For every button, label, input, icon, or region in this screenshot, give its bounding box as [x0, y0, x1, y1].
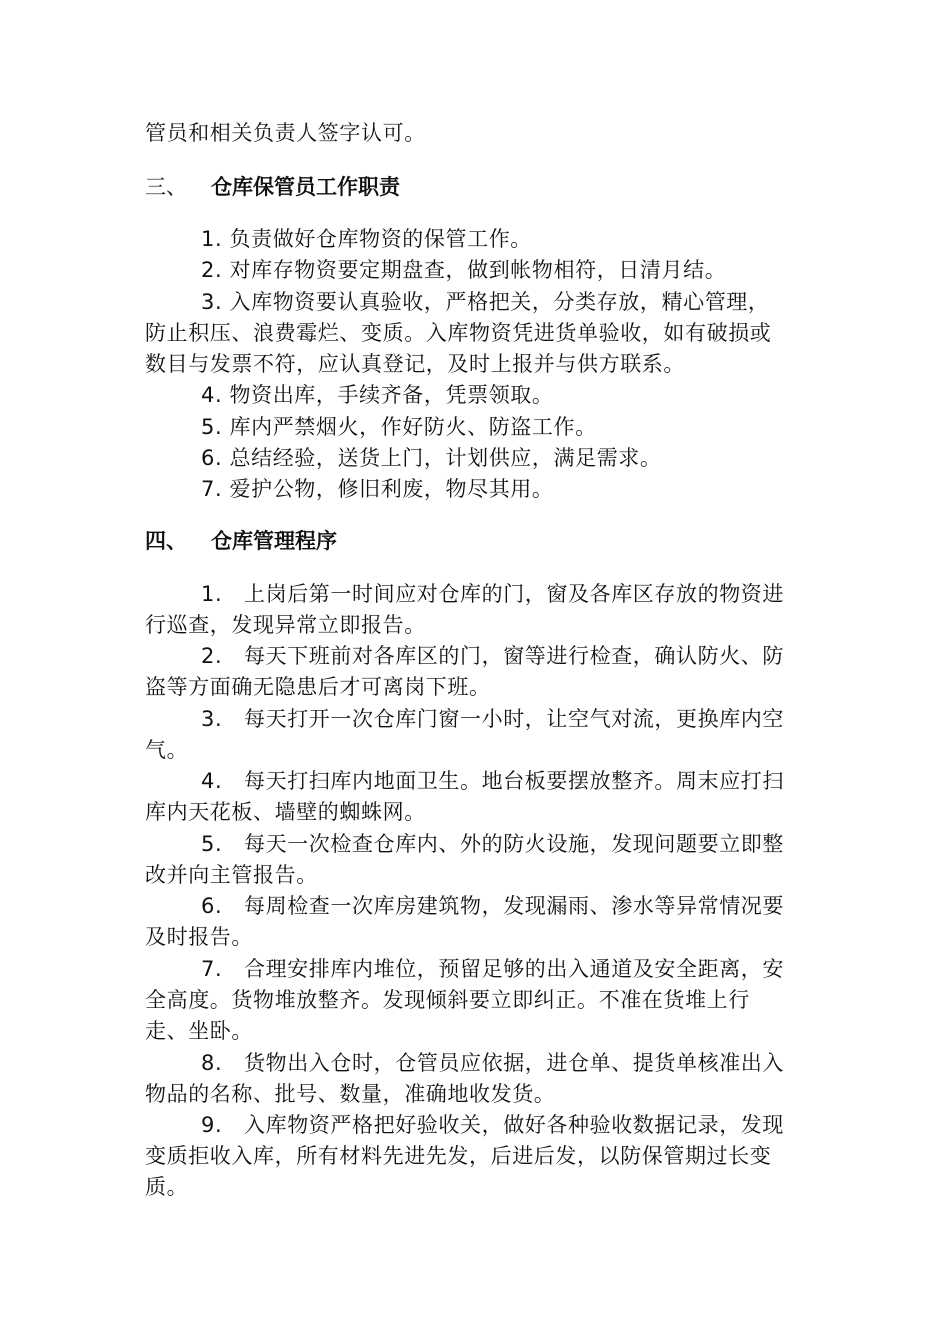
section-3-heading: [145, 172, 400, 203]
s4-item-2-line-2: 盗等方面确无隐患后才可离岗下班。: [145, 675, 491, 699]
s3-item-3-line-1: 3. 入库物资要认真验收，严格把关，分类存放，精心管理，: [201, 290, 770, 314]
s3-item-3-line-3: 数目与发票不符，应认真登记，及时上报并与供方联系。: [145, 352, 685, 376]
s4-item-1-line-1: [201, 579, 784, 610]
s4-item-3-number: 3.: [201, 707, 223, 731]
s4-item-7-text: 合理安排库内堆位，预留足够的出入通道及安全距离，安: [244, 957, 784, 981]
s4-item-7-line-2: 全高度。货物堆放整齐。发现倾斜要立即纠正。不准在货堆上行: [145, 988, 750, 1012]
s4-item-9-number: 9.: [201, 1113, 223, 1137]
s4-item-8-line-1: [201, 1048, 784, 1079]
section-4-heading: [145, 526, 337, 557]
s4-item-5-number: 5.: [201, 832, 223, 856]
s4-item-4-text: 每天打扫库内地面卫生。地台板要摆放整齐。周末应打扫: [244, 769, 784, 793]
s4-item-5-text: 每天一次检查仓库内、外的防火设施，发现问题要立即整: [244, 832, 784, 856]
s4-item-1-number: 1.: [201, 582, 223, 606]
s4-item-9-line-1: [201, 1110, 784, 1141]
s4-item-9-text: 入库物资严格把好验收关，做好各种验收数据记录，发现: [244, 1113, 784, 1137]
s3-item-4: 4. 物资出库，手续齐备，凭票领取。: [201, 383, 554, 407]
section-3-number: 三、: [145, 175, 187, 199]
s4-item-4-line-1: [201, 766, 784, 797]
s4-item-9-line-2: 变质拒收入库，所有材料先进先发，后进后发，以防保管期过长变: [145, 1144, 772, 1168]
s4-item-2-number: 2.: [201, 644, 223, 668]
s4-item-7-line-1: [201, 954, 784, 985]
s4-item-2-line-1: [201, 641, 784, 672]
s4-item-3-line-1: [201, 704, 784, 735]
s4-item-6-text: 每周检查一次库房建筑物，发现漏雨、渗水等异常情况要: [244, 894, 784, 918]
s4-item-6-line-1: [201, 891, 784, 922]
s4-item-8-text: 货物出入仓时，仓管员应依据，进仓单、提货单核准出入: [244, 1051, 784, 1075]
s4-item-9-line-3: 质。: [145, 1175, 189, 1199]
section-3-title: 仓库保管员工作职责: [211, 175, 400, 199]
s4-item-5-line-2: 改并向主管报告。: [145, 863, 318, 887]
s3-item-1: 1. 负责做好仓库物资的保管工作。: [201, 227, 532, 251]
s4-item-6-number: 6.: [201, 894, 223, 918]
intro-text: 管员和相关负责人签字认可。: [145, 121, 426, 145]
s4-item-2-text: 每天下班前对各库区的门，窗等进行检查，确认防火、防: [244, 644, 784, 668]
s4-item-4-number: 4.: [201, 769, 223, 793]
section-4-number: 四、: [145, 529, 187, 553]
s4-item-7-line-3: 走、坐卧。: [145, 1019, 253, 1043]
s4-item-4-line-2: 库内天花板、墙壁的蜘蛛网。: [145, 800, 426, 824]
s4-item-5-line-1: [201, 829, 784, 860]
s4-item-8-line-2: 物品的名称、批号、数量，准确地收发货。: [145, 1082, 556, 1106]
s4-item-3-text: 每天打开一次仓库门窗一小时，让空气对流，更换库内空: [244, 707, 784, 731]
s4-item-6-line-2: 及时报告。: [145, 925, 253, 949]
s4-item-8-number: 8.: [201, 1051, 223, 1075]
s4-item-1-text: 上岗后第一时间应对仓库的门，窗及各库区存放的物资进: [244, 582, 784, 606]
s4-item-7-number: 7.: [201, 957, 223, 981]
s3-item-5: 5. 库内严禁烟火，作好防火、防盗工作。: [201, 415, 597, 439]
s3-item-3-line-2: 防止积压、浪费霉烂、变质。入库物资凭进货单验收，如有破损或: [145, 321, 772, 345]
s4-item-3-line-2: 气。: [145, 738, 189, 762]
s4-item-1-line-2: 行巡查，发现异常立即报告。: [145, 613, 426, 637]
s3-item-6: 6. 总结经验，送货上门，计划供应，满足需求。: [201, 446, 662, 470]
s3-item-2: 2. 对库存物资要定期盘查，做到帐物相符，日清月结。: [201, 258, 727, 282]
section-4-title: 仓库管理程序: [211, 529, 337, 553]
s3-item-7: 7. 爱护公物，修旧利废，物尽其用。: [201, 477, 554, 501]
